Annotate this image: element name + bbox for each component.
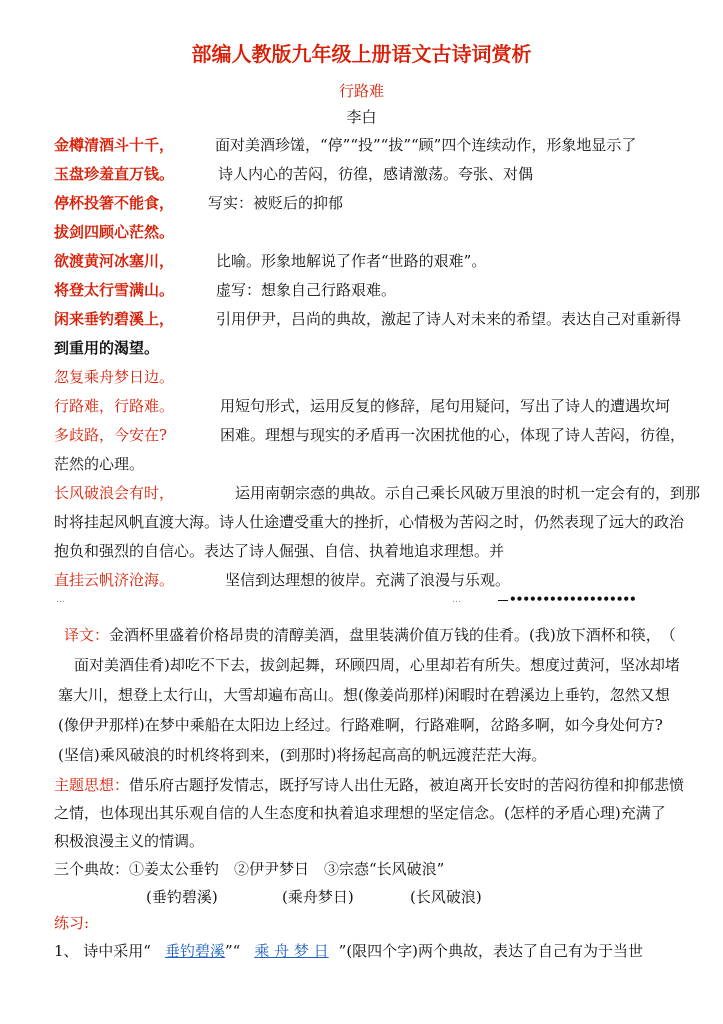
- poem-line-3: 停杯投箸不能食，: [54, 194, 175, 212]
- poem-author: 李白: [346, 108, 377, 126]
- poem-note-10-cont: 茫然的心理。: [54, 455, 145, 473]
- poem-note-7: 引用伊尹，吕尚的典故，激起了诗人对未来的希望。表达自己对重新得: [216, 310, 682, 328]
- poem-line-9: 行路难，行路难。: [54, 397, 175, 415]
- translation-label: 译文：: [64, 626, 110, 644]
- exercise-q1-answer-1: 垂钓碧溪: [164, 942, 225, 960]
- exercise-label: 练习:: [54, 914, 90, 932]
- translation-line-3: 塞大川，想登上太行山，大雪却遍布高山。想(像姜尚那样)闲暇时在碧溪边上垂钓，忽然又想: [58, 686, 670, 704]
- poem-note-12: 坚信到达理想的彼岸。充满了浪漫与乐观。: [225, 571, 511, 589]
- translation-line-2: 面对美酒佳肴)却吃不下去，拔剑起舞，环顾四周，心里却若有所失。想度过黄河，坚冰却堵: [74, 656, 680, 674]
- exercise-q1-prefix: 1、 诗中采用“: [54, 942, 151, 960]
- poem-line-1: 金樽清酒斗十千，: [54, 136, 175, 154]
- exercise-question-1: [54, 941, 643, 961]
- poem-title: 行路难: [338, 82, 384, 100]
- poem-line-7: 闲来垂钓碧溪上，: [54, 310, 175, 328]
- poem-note-9: 用短句形式，运用反复的修辞，尾句用疑问，写出了诗人的遭遇坎坷: [220, 397, 671, 415]
- allusions-line: 三个典故：①姜太公垂钓 ②伊尹梦日 ③宗悫“长风破浪”: [54, 860, 445, 878]
- exercise-q1-mid: ”“: [225, 942, 241, 960]
- theme-line-3: 积极浪漫主义的情调。: [54, 832, 205, 850]
- theme-text-1: 借乐府古题抒发情志，既抒写诗人出仕无路，被迫离开长安时的苦闷彷徨和抑郁悲愤: [129, 776, 685, 794]
- poem-line-4: 拔剑四顾心茫然。: [54, 223, 175, 241]
- poem-note-3: 写实：被贬后的抑郁: [208, 194, 344, 212]
- poem-note-11: 运用南朝宗悫的典故。示自己乘长风破万里浪的时机一定会有的，到那: [235, 484, 701, 502]
- poem-line-8: 忽复乘舟梦日边。: [54, 368, 175, 386]
- translation-line-4: (像伊尹那样)在梦中乘船在太阳边上经过。行路难啊，行路难啊，岔路多啊，如今身处何方?: [58, 716, 663, 734]
- page-title: 部编人教版九年级上册语文古诗词赏析: [191, 42, 532, 66]
- allusion-3: (长风破浪): [410, 888, 482, 906]
- poem-note-11-cont-2: 抱负和强烈的自信心。表达了诗人倔强、自信、执着地追求理想。并: [54, 542, 505, 560]
- translation-line-5: (坚信)乘风破浪的时机终将到来，(到那时)将扬起高高的帆远渡茫茫大海。: [58, 746, 547, 764]
- separator-bullets: •••••••••••••••••••: [509, 592, 636, 606]
- poem-note-10: 困难。理想与现实的矛盾再一次困扰他的心，体现了诗人苦闷，彷徨，: [220, 426, 686, 444]
- poem-note-6: 虚写：想象自己行路艰难。: [216, 281, 397, 299]
- separator-dots-left: …: [56, 595, 65, 605]
- poem-line-12: 直挂云帆济沧海。: [54, 571, 175, 589]
- poem-line-5: 欲渡黄河冰塞川，: [54, 252, 175, 270]
- separator-rule: [498, 600, 508, 601]
- translation-text-1: 金酒杯里盛着价格昂贵的清醇美酒，盘里装满价值万钱的佳肴。(我)放下酒杯和筷， （: [109, 626, 676, 644]
- poem-line-6: 将登太行雪满山。: [54, 281, 175, 299]
- separator-dots-mid: …: [452, 595, 461, 605]
- poem-note-11-cont-1: 时将挂起风帆直渡大海。诗人仕途遭受重大的挫折，心情极为苦闷之时，仍然表现了远大的政治: [54, 513, 685, 531]
- allusion-1: (垂钓碧溪): [146, 888, 218, 906]
- poem-line-10: 多歧路，今安在?: [54, 426, 168, 444]
- poem-note-7-cont: 到重用的渴望。: [54, 339, 160, 357]
- theme-line-2: 之情，也体现出其乐观自信的人生态度和执着追求理想的坚定信念。(怎样的矛盾心理)充满了: [54, 804, 666, 822]
- poem-note-1: 面对美酒珍馐，“停”“投”“拔”“顾”四个连续动作，形象地显示了: [215, 136, 637, 154]
- translation-line-1: [64, 625, 676, 645]
- exercise-q1-suffix: ”(限四个字)两个典故，表达了自己有为于当世: [338, 942, 644, 960]
- allusion-2: (乘舟梦日): [282, 888, 354, 906]
- poem-note-2: 诗人内心的苦闷，彷徨，感请激荡。夸张、对偶: [218, 165, 534, 183]
- poem-line-2: 玉盘珍羞直万钱。: [54, 165, 175, 183]
- theme-label: 主题思想：: [54, 776, 130, 794]
- exercise-q1-answer-2: 乘 舟 梦 日: [254, 942, 329, 960]
- theme-line-1: [54, 775, 684, 795]
- poem-line-11: 长风破浪会有时，: [54, 484, 175, 502]
- poem-note-5: 比喻。形象地解说了作者“世路的艰难”。: [216, 252, 487, 270]
